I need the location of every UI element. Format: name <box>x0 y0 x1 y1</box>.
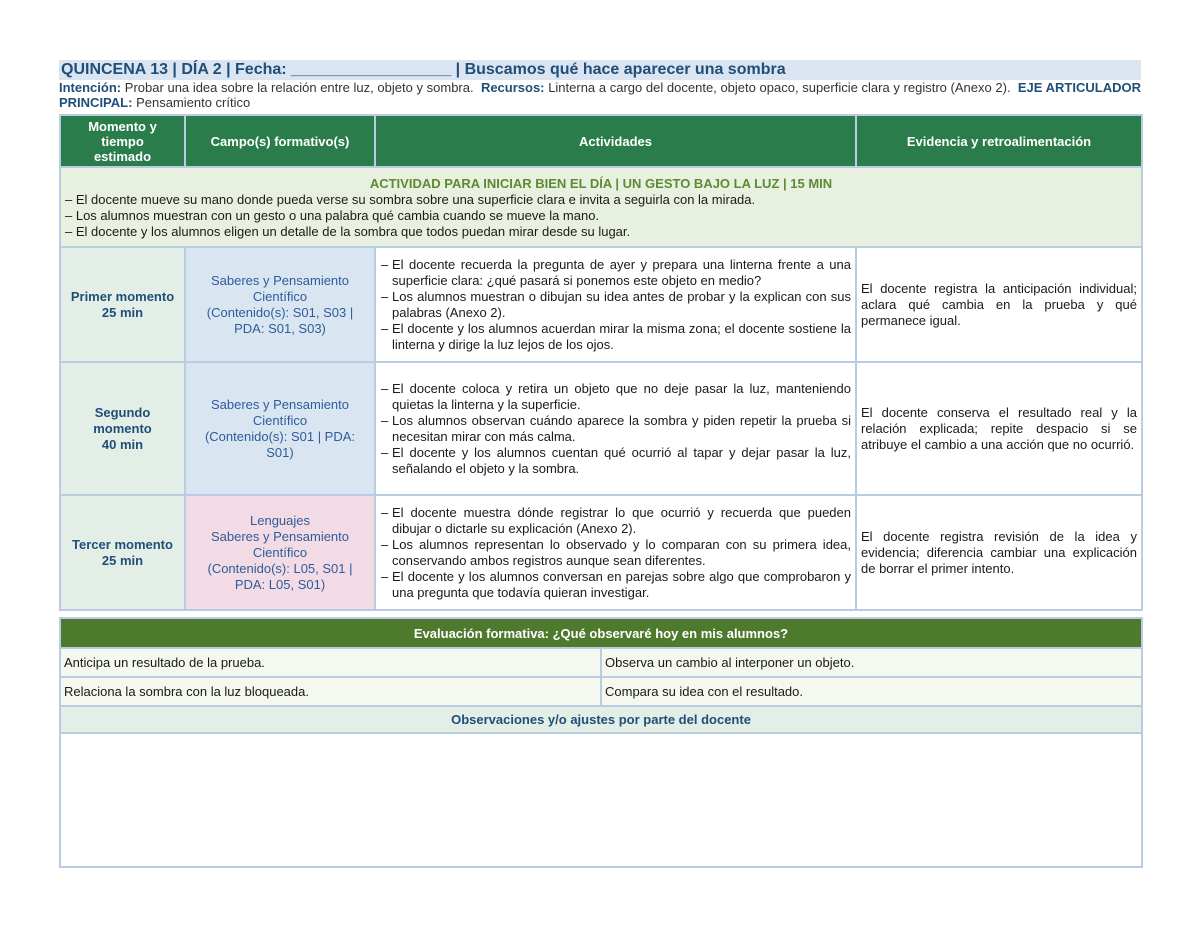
observations-field[interactable] <box>60 733 1142 867</box>
header-momento: Momento y tiempo estimado <box>60 115 185 167</box>
evidence-cell: El docente registra revisión de la idea y evidencia; diferencia cambiar una explicación de borrar el primer intento. <box>856 495 1142 610</box>
evaluation-item: Observa un cambio al interponer un objeto. <box>601 648 1142 677</box>
moment-label: Tercer momento 25 min <box>60 495 185 610</box>
campo-formativo: Saberes y Pensamiento Científico (Contenido(s): S01 | PDA: S01) <box>185 362 375 495</box>
opening-activity-row <box>60 167 1142 247</box>
table-header-row <box>60 115 1142 167</box>
header-campo: Campo(s) formativo(s) <box>185 115 375 167</box>
recursos-label: Recursos: <box>480 80 545 95</box>
page-title: QUINCENA 13 | DÍA 2 | Fecha: __________________ | Buscamos qué hace aparecer una sombra <box>59 60 1141 80</box>
evaluation-title: Evaluación formativa: ¿Qué observaré hoy en mis alumnos? <box>60 618 1142 648</box>
header-actividades: Actividades <box>375 115 856 167</box>
evaluation-item: Relaciona la sombra con la luz bloqueada. <box>60 677 601 706</box>
intencion-label: Intención: <box>59 80 122 95</box>
table-row-momento-2 <box>60 362 1142 495</box>
activity-item: – El docente y los alumnos acuerdan mirar la misma zona; el docente sostiene la linterna y dirige la luz lejos de los ojos. <box>380 321 851 353</box>
header-evidencia: Evidencia y retroalimentación <box>856 115 1142 167</box>
moment-label: Segundo momento 40 min <box>60 362 185 495</box>
activities-cell <box>375 247 856 362</box>
activity-item: – Los alumnos muestran o dibujan su idea antes de probar y la explican con sus palabras (Anexo 2). <box>380 289 851 321</box>
opening-title: ACTIVIDAD PARA INICIAR BIEN EL DÍA | UN GESTO BAJO LA LUZ | 15 MIN <box>369 176 833 191</box>
recursos-text: Linterna a cargo del docente, objeto opaco, superficie clara y registro (Anexo 2). <box>548 80 1011 95</box>
moment-label: Primer momento 25 min <box>60 247 185 362</box>
activity-item: – El docente y los alumnos cuentan qué ocurrió al tapar y dejar pasar la luz, señalando el objeto y la sombra. <box>380 445 851 477</box>
intro-paragraph <box>59 80 1141 110</box>
evidence-cell: El docente conserva el resultado real y la relación explicada; repite despacio si se atribuye el cambio a una acción que no ocurrió. <box>856 362 1142 495</box>
table-row-momento-3 <box>60 495 1142 610</box>
activity-item: – Los alumnos observan cuándo aparece la sombra y piden repetir la prueba si necesitan mirar con más calma. <box>380 413 851 445</box>
evaluation-item: Anticipa un resultado de la prueba. <box>60 648 601 677</box>
activities-cell <box>375 495 856 610</box>
activity-item: – El docente y los alumnos conversan en parejas sobre algo que comprobaron y una pregunta que todavía quieran investigar. <box>380 569 851 601</box>
intencion-text: Probar una idea sobre la relación entre luz, objeto y sombra. <box>124 80 474 95</box>
activity-item: – El docente coloca y retira un objeto que no deje pasar la luz, manteniendo quietas la linterna y la superficie. <box>380 381 851 413</box>
table-row-momento-1 <box>60 247 1142 362</box>
observations-title: Observaciones y/o ajustes por parte del docente <box>60 706 1142 733</box>
activities-table <box>59 114 1143 611</box>
activity-item: – El docente muestra dónde registrar lo que ocurrió y recuerda que pueden dibujar o dictarle su explicación (Anexo 2). <box>380 505 851 537</box>
opening-line: – Los alumnos muestran con un gesto o una palabra qué cambia cuando se mueve la mano. <box>65 208 600 223</box>
activities-cell <box>375 362 856 495</box>
opening-line: – El docente y los alumnos eligen un detalle de la sombra que todos puedan mirar desde su lugar. <box>65 224 631 239</box>
eje-text: Pensamiento crítico <box>136 95 251 110</box>
evidence-cell: El docente registra la anticipación individual; aclara qué cambia en la prueba y qué permanece igual. <box>856 247 1142 362</box>
activity-item: – Los alumnos representan lo observado y lo comparan con su primera idea, conservando ambos registros aunque sean diferentes. <box>380 537 851 569</box>
campo-formativo: Saberes y Pensamiento Científico (Contenido(s): S01, S03 | PDA: S01, S03) <box>185 247 375 362</box>
opening-line: – El docente mueve su mano donde pueda verse su sombra sobre una superficie clara e invita a seguirla con la mirada. <box>65 192 756 207</box>
evaluation-item: Compara su idea con el resultado. <box>601 677 1142 706</box>
lesson-plan-page <box>59 60 1141 868</box>
activity-item: – El docente recuerda la pregunta de ayer y prepara una linterna frente a una superficie clara: ¿qué pasará si ponemos este objeto en medio? <box>380 257 851 289</box>
eje-label: EJE ARTICULADOR PRINCIPAL: <box>59 80 1141 110</box>
campo-formativo: Lenguajes Saberes y Pensamiento Científico (Contenido(s): L05, S01 | PDA: L05, S01) <box>185 495 375 610</box>
formative-evaluation-table <box>59 617 1143 868</box>
